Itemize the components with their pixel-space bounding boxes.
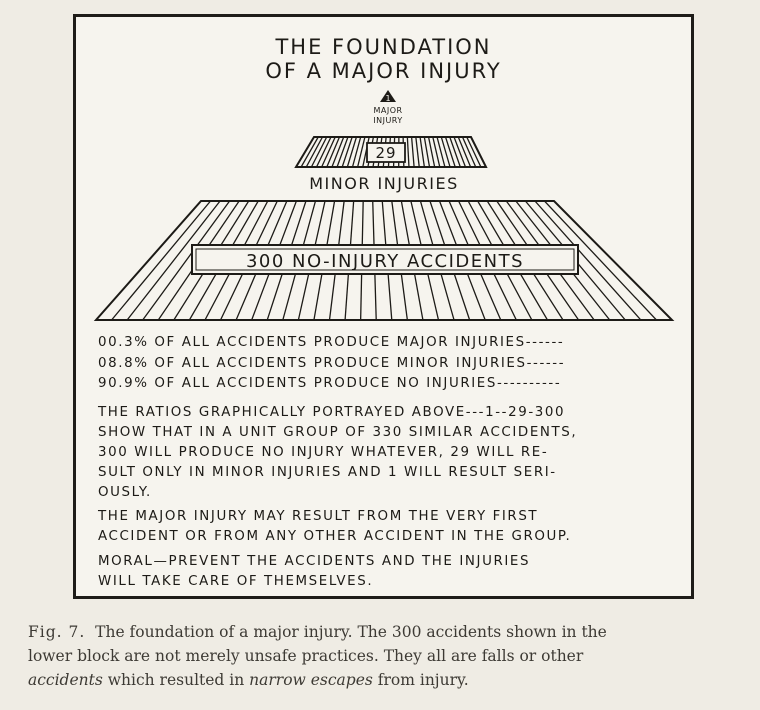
ratio-line-4: SULT ONLY IN MINOR INJURIES AND 1 WILL RESULT SERI- xyxy=(98,465,557,480)
major-injury-count: 1 xyxy=(385,94,391,103)
note-line-1: THE MAJOR INJURY MAY RESULT FROM THE VERY FIRST xyxy=(98,509,539,524)
caption-line-2: lower block are not merely unsafe practices. They all are falls or other xyxy=(28,647,584,665)
major-injury-note xyxy=(98,507,678,547)
diagram-title-line2: OF A MAJOR INJURY xyxy=(265,59,502,83)
no-injury-label: 300 NO-INJURY ACCIDENTS xyxy=(245,251,525,272)
major-injury-label-line2: INJURY xyxy=(373,116,403,125)
no-injury-tier xyxy=(96,201,672,320)
major-injury-label-line1: MAJOR xyxy=(373,106,403,115)
ratio-line-3: 300 WILL PRODUCE NO INJURY WHATEVER, 29 WILL RE- xyxy=(98,445,549,460)
caption-line-1-text: The foundation of a major injury. The 300 accidents shown in the xyxy=(95,623,607,641)
moral-line-1: MORAL—PREVENT THE ACCIDENTS AND THE INJURIES xyxy=(98,554,531,569)
caption-line-3-mid: which resulted in xyxy=(102,671,250,689)
diagram-title-line1: THE FOUNDATION xyxy=(275,35,492,59)
minor-injuries-count: 29 xyxy=(375,144,397,162)
ratio-line-2: SHOW THAT IN A UNIT GROUP OF 330 SIMILAR ACCIDENTS, xyxy=(98,425,578,440)
figure-caption xyxy=(28,620,744,692)
minor-injuries-tier xyxy=(296,137,486,193)
statistics-list xyxy=(98,333,678,395)
caption-emph-escapes: narrow escapes xyxy=(249,671,373,689)
pyramid-diagram xyxy=(76,17,691,347)
caption-line-3 xyxy=(28,668,744,692)
stat-major: 00.3% OF ALL ACCIDENTS PRODUCE MAJOR INJURIES------ xyxy=(98,335,565,350)
figure-label: Fig. 7. xyxy=(28,623,86,641)
ratio-line-5: OUSLY. xyxy=(98,485,152,500)
minor-injuries-label: MINOR INJURIES xyxy=(309,174,459,193)
ratio-line-1: THE RATIOS GRAPHICALLY PORTRAYED ABOVE---1--29-300 xyxy=(98,405,566,420)
stat-none: 90.9% OF ALL ACCIDENTS PRODUCE NO INJURIES---------- xyxy=(98,376,562,391)
moral-line-2: WILL TAKE CARE OF THEMSELVES. xyxy=(98,574,374,589)
note-line-2: ACCIDENT OR FROM ANY OTHER ACCIDENT IN THE GROUP. xyxy=(98,529,572,544)
caption-line-1 xyxy=(28,620,744,644)
caption-line-3-end: from injury. xyxy=(372,671,469,689)
moral-statement xyxy=(98,552,678,592)
caption-emph-accidents: accidents xyxy=(28,671,103,689)
major-injury-tier xyxy=(373,90,403,125)
stat-minor: 08.8% OF ALL ACCIDENTS PRODUCE MINOR INJURIES------ xyxy=(98,355,566,371)
diagram-frame xyxy=(73,14,694,599)
ratio-explanation xyxy=(98,403,678,503)
